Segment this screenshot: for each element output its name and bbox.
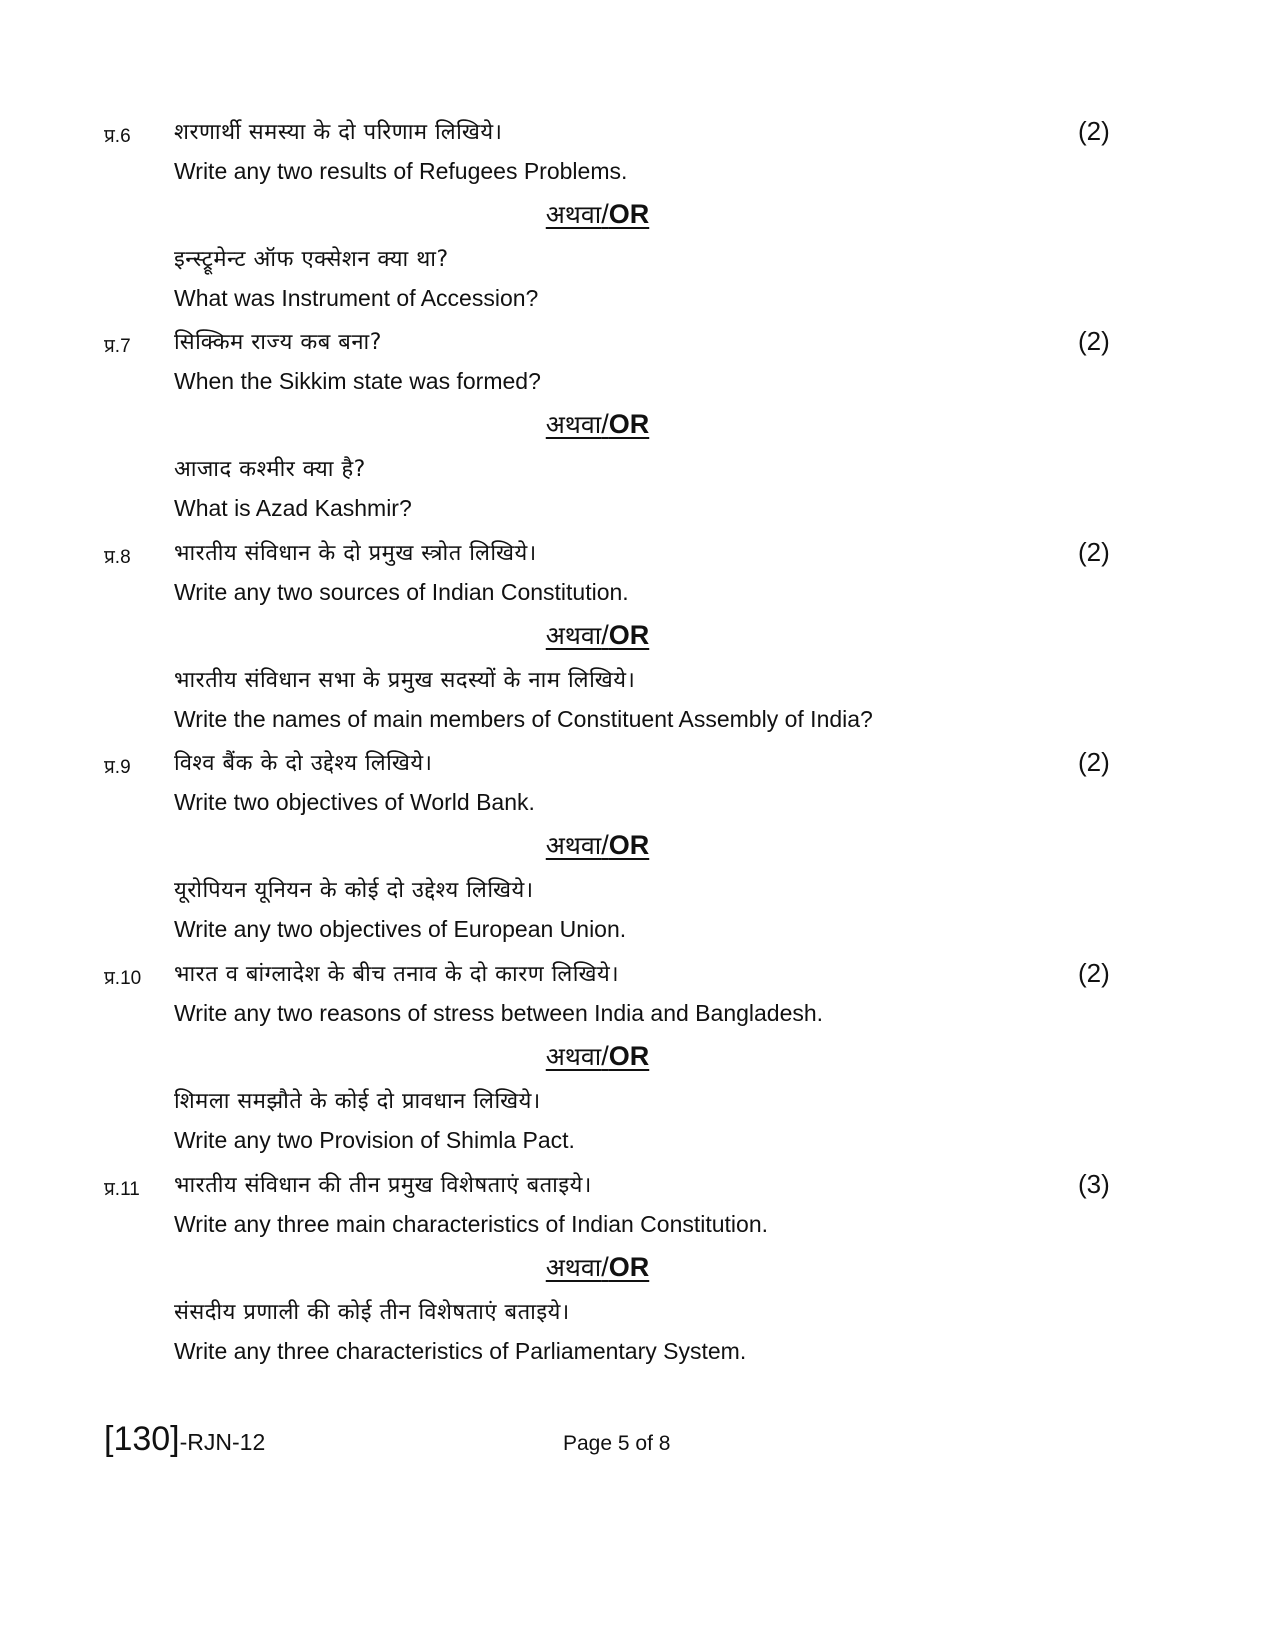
question-number: प्र.7: [104, 336, 131, 357]
alternative-hindi: आजाद कश्मीर क्या है?: [174, 457, 366, 482]
question-english: Write any two reasons of stress between India and Bangladesh.: [174, 1000, 824, 1026]
alternative-hindi: संसदीय प्रणाली की कोई तीन विशेषताएं बताइये।: [174, 1300, 570, 1325]
question-english: Write any two sources of Indian Constitution.: [174, 579, 629, 605]
question-marks: (2): [1078, 958, 1110, 988]
question-marks: (2): [1078, 326, 1110, 356]
alternative-english: What was Instrument of Accession?: [174, 285, 539, 311]
question-number: प्र.10: [104, 968, 142, 989]
question-number: प्र.8: [104, 547, 131, 568]
alternative-english: Write the names of main members of Constituent Assembly of India?: [174, 706, 873, 732]
or-divider: अथवा/OR: [545, 1252, 650, 1282]
question-hindi: सिक्किम राज्य कब बना?: [174, 330, 382, 355]
alternative-hindi: शिमला समझौते के कोई दो प्रावधान लिखिये।: [174, 1089, 541, 1114]
question-hindi: भारतीय संविधान की तीन प्रमुख विशेषताएं बताइये।: [174, 1173, 592, 1198]
alternative-english: Write any three characteristics of Parliamentary System.: [174, 1338, 747, 1364]
page-number: Page 5 of 8: [563, 1432, 671, 1455]
question-hindi: भारत व बांग्लादेश के बीच तनाव के दो कारण लिखिये।: [174, 962, 620, 987]
or-divider: अथवा/OR: [545, 199, 650, 229]
question-english: Write any two results of Refugees Problems.: [174, 158, 628, 184]
or-divider: अथवा/OR: [545, 1041, 650, 1071]
or-divider: अथवा/OR: [545, 830, 650, 860]
alternative-english: Write any two Provision of Shimla Pact.: [174, 1127, 575, 1153]
question-hindi: विश्व बैंक के दो उद्देश्य लिखिये।: [174, 751, 433, 776]
question-hindi: भारतीय संविधान के दो प्रमुख स्त्रोत लिखिये।: [174, 541, 537, 566]
question-marks: (2): [1078, 537, 1110, 567]
question-marks: (2): [1078, 116, 1110, 146]
question-english: Write two objectives of World Bank.: [174, 789, 535, 815]
question-marks: (3): [1078, 1169, 1110, 1199]
question-hindi: शरणार्थी समस्या के दो परिणाम लिखिये।: [174, 120, 503, 145]
alternative-english: Write any two objectives of European Union.: [174, 916, 627, 942]
or-divider: अथवा/OR: [545, 409, 650, 439]
or-divider: अथवा/OR: [545, 620, 650, 650]
alternative-english: What is Azad Kashmir?: [174, 495, 412, 521]
question-number: प्र.9: [104, 757, 131, 778]
alternative-hindi: यूरोपियन यूनियन के कोई दो उद्देश्य लिखिये।: [174, 878, 534, 903]
question-number: प्र.11: [104, 1179, 140, 1200]
question-english: When the Sikkim state was formed?: [174, 368, 541, 394]
alternative-hindi: भारतीय संविधान सभा के प्रमुख सदस्यों के नाम लिखिये।: [174, 668, 636, 693]
question-marks: (2): [1078, 747, 1110, 777]
question-number: प्र.6: [104, 126, 131, 147]
paper-code: [130]-RJN-12: [104, 1420, 266, 1458]
question-english: Write any three main characteristics of Indian Constitution.: [174, 1211, 769, 1237]
alternative-hindi: इन्स्ट्रूमेन्ट ऑफ एक्सेशन क्या था?: [174, 247, 449, 272]
